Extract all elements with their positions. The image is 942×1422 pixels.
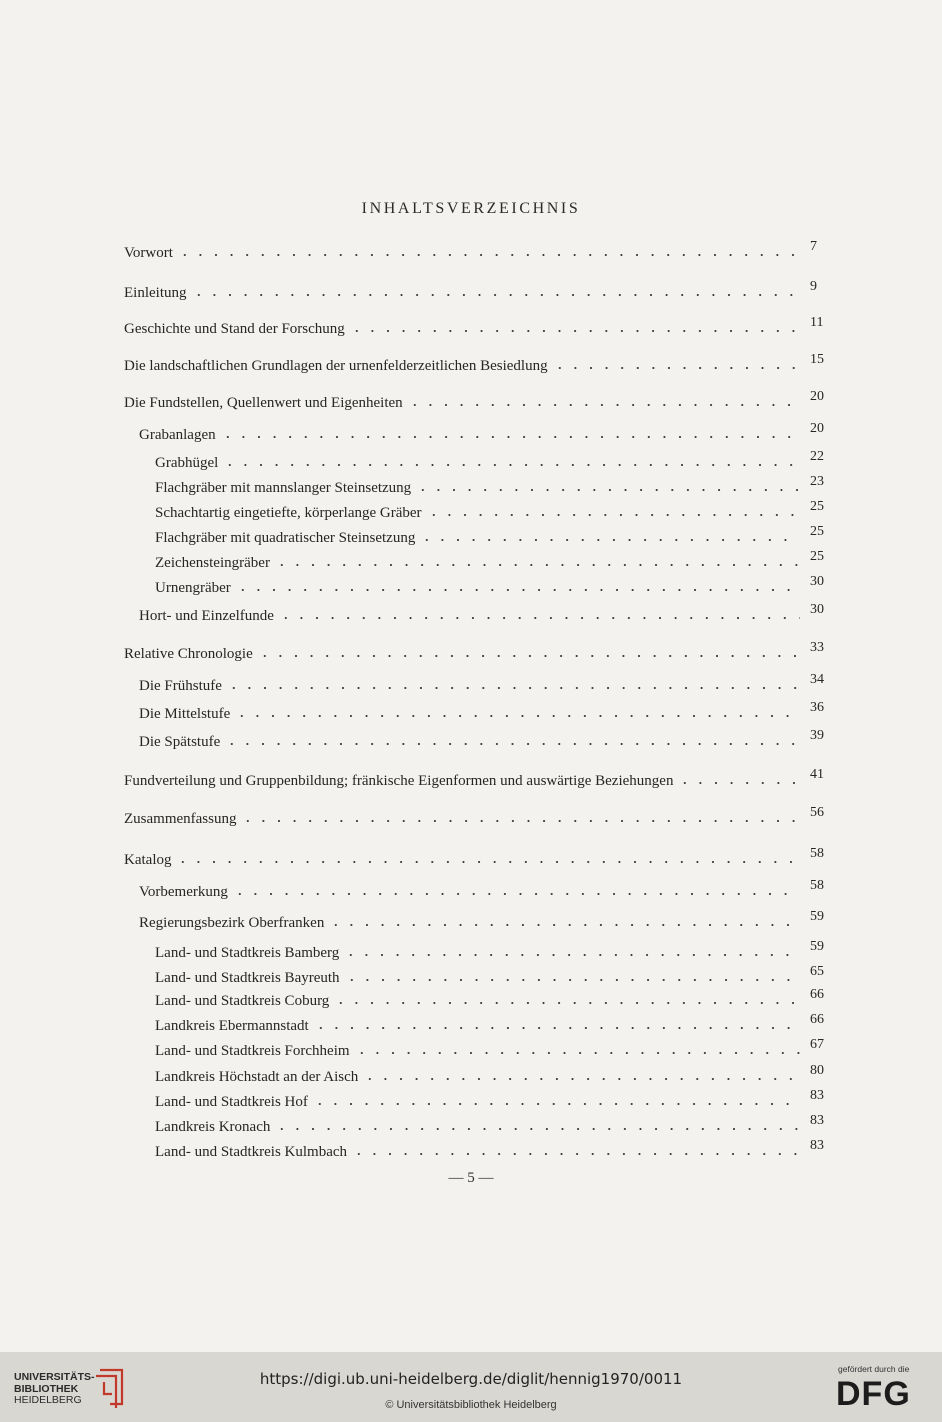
toc-entry-page: 80 [810,1063,824,1078]
toc-entry [155,1012,824,1034]
toc-entry [155,1063,824,1085]
toc-entry-page: 15 [810,352,824,367]
toc-leader-dots [333,988,800,1006]
toc-entry [139,421,824,443]
toc-entry [124,352,824,374]
toc-entry-page: 7 [810,239,817,254]
toc-entry-label: Die Mittelstufe [139,706,231,722]
page-number: — 5 — [448,1170,494,1186]
toc-entry-page: 39 [810,728,824,743]
toc-entry [139,672,824,694]
toc-entry-page: 9 [810,279,817,294]
toc-entry-page: 22 [810,449,824,464]
toc-entry [155,1138,824,1160]
toc-entry-page: 41 [810,767,824,782]
toc-entry-label: Landkreis Kronach [155,1119,271,1135]
toc-title: INHALTSVERZEICHNIS [361,200,581,217]
toc-entry-label: Grabhügel [155,455,219,471]
toc-entry-label: Land- und Stadtkreis Bayreuth [155,970,340,986]
toc-entry-label: Flachgräber mit quadratischer Steinsetzung [155,530,416,546]
toc-entry [124,279,817,301]
toc-entry-label: Die Frühstufe [139,678,222,694]
toc-entry-page: 20 [810,389,824,404]
toc-entry [155,1088,824,1110]
toc-entry [139,728,824,750]
toc-entry-label: Landkreis Höchstadt an der Aisch [155,1069,359,1085]
toc-entry [155,449,824,471]
toc-leader-dots [313,1013,800,1031]
toc-entry-page: 33 [810,640,824,655]
toc-entry [155,574,824,596]
toc-entry [124,846,824,868]
toc-leader-dots [343,940,800,958]
toc-entry-page: 25 [810,549,824,564]
toc-leader-dots [224,729,800,747]
toc-entry-page: 11 [810,315,824,330]
toc-entry [139,878,824,900]
permalink-url[interactable]: https://digi.ub.uni-heidelberg.de/diglit/hennig1970/0011 [259,1370,683,1388]
toc-entry-page: 23 [810,474,824,489]
toc-leader-dots [226,673,800,691]
toc-entry-page: 59 [810,909,824,924]
toc-leader-dots [344,965,800,983]
toc-entry-label: Vorwort [124,245,173,261]
viewer-footer [0,1352,942,1422]
toc-entry [139,700,824,722]
toc-entry-label: Zusammenfassung [124,811,237,827]
toc-leader-dots [232,879,800,897]
toc-entry [139,602,824,624]
toc-leader-dots [312,1089,800,1107]
toc-entry-page: 58 [810,878,824,893]
toc-entry [155,987,824,1009]
toc-leader-dots [175,847,800,865]
toc-leader-dots [274,550,800,568]
toc-entry-page: 66 [810,987,824,1002]
toc-leader-dots [222,450,800,468]
toc-leader-dots [191,280,801,298]
toc-entry-page: 25 [810,499,824,514]
toc-entry [155,524,824,546]
toc-entry [155,939,824,961]
toc-entry-label: Die Fundstellen, Quellenwert und Eigenheiten [124,395,403,411]
toc-leader-dots [415,475,800,493]
toc-entry [155,499,824,521]
toc-leader-dots [362,1064,800,1082]
copyright-notice: © Universitätsbibliothek Heidelberg [385,1399,557,1411]
toc-entry-label: Die Spätstufe [139,734,221,750]
toc-entry-page: 83 [810,1088,824,1103]
toc-entry-label: Urnengräber [155,580,231,596]
toc-entry [124,640,824,662]
toc-entry-label: Regierungsbezirk Oberfranken [139,915,325,931]
toc-entry-label: Hort- und Einzelfunde [139,608,274,624]
toc-entry-label: Grabanlagen [139,427,216,443]
toc-entry [155,549,824,571]
toc-entry-page: 59 [810,939,824,954]
toc-entry-page: 58 [810,846,824,861]
toc-entry-label: Land- und Stadtkreis Kulmbach [155,1144,348,1160]
toc-entry-label: Landkreis Ebermannstadt [155,1018,309,1034]
toc-entry-label: Land- und Stadtkreis Hof [155,1094,308,1110]
toc-entry [155,1037,824,1059]
toc-entry-label: Einleitung [124,285,187,301]
toc-entry-label: Schachtartig eingetiefte, körperlange Gräber [155,505,422,521]
toc-entry [155,1113,824,1135]
toc-entry-page: 83 [810,1113,824,1128]
toc-entry-page: 56 [810,805,824,820]
toc-leader-dots [177,240,800,258]
toc-entry-page: 20 [810,421,824,436]
toc-entry-page: 25 [810,524,824,539]
toc-leader-dots [349,316,800,334]
toc-entry-page: 30 [810,602,824,617]
toc-entry [139,909,824,931]
library-name-line3: HEIDELBERG [14,1394,82,1406]
toc-entry-label: Katalog [124,852,172,868]
toc-entry-label: Relative Chronologie [124,646,253,662]
toc-entry [155,964,824,986]
toc-leader-dots [278,603,800,621]
toc-entry-label: Land- und Stadtkreis Coburg [155,993,330,1009]
toc-entry [124,239,817,261]
toc-entry-label: Die landschaftlichen Grundlagen der urnenfelderzeitlichen Besiedlung [124,358,548,374]
library-name-line2: BIBLIOTHEK [14,1382,79,1395]
toc-entry-label: Fundverteilung und Gruppenbildung; fränkische Eigenformen und auswärtige Beziehungen [124,773,674,789]
toc-entry [124,315,824,337]
toc-leader-dots [240,806,800,824]
toc-entry-page: 67 [810,1037,824,1052]
toc-leader-dots [677,768,800,786]
toc-leader-dots [257,641,800,659]
toc-entry-page: 83 [810,1138,824,1153]
toc-leader-dots [354,1038,800,1056]
toc-leader-dots [235,575,800,593]
library-name-line1: UNIVERSITÄTS- [14,1371,95,1383]
toc-entry [155,474,824,496]
toc-entry-page: 30 [810,574,824,589]
toc-leader-dots [419,525,800,543]
toc-entry-label: Vorbemerkung [139,884,228,900]
toc-leader-dots [351,1139,800,1157]
toc-entry [124,389,824,411]
toc-leader-dots [552,353,800,371]
toc-leader-dots [274,1114,800,1132]
toc-entry-label: Land- und Stadtkreis Bamberg [155,945,340,961]
toc-leader-dots [407,390,800,408]
toc-entry-page: 65 [810,964,824,979]
toc-entry-page: 36 [810,700,824,715]
toc-entry-label: Geschichte und Stand der Forschung [124,321,345,337]
toc-leader-dots [426,500,800,518]
funding-note: gefördert durch die [838,1364,910,1374]
toc-entry-label: Zeichensteingräber [155,555,270,571]
toc-entry-page: 34 [810,672,824,687]
toc-entry [124,767,824,789]
toc-leader-dots [220,422,800,440]
toc-entry [124,805,824,827]
dfg-logo[interactable]: DFG [836,1375,911,1413]
toc-entry-label: Flachgräber mit mannslanger Steinsetzung [155,480,412,496]
toc-entry-page: 66 [810,1012,824,1027]
toc-leader-dots [328,910,800,928]
toc-entry-label: Land- und Stadtkreis Forchheim [155,1043,350,1059]
toc-leader-dots [234,701,800,719]
